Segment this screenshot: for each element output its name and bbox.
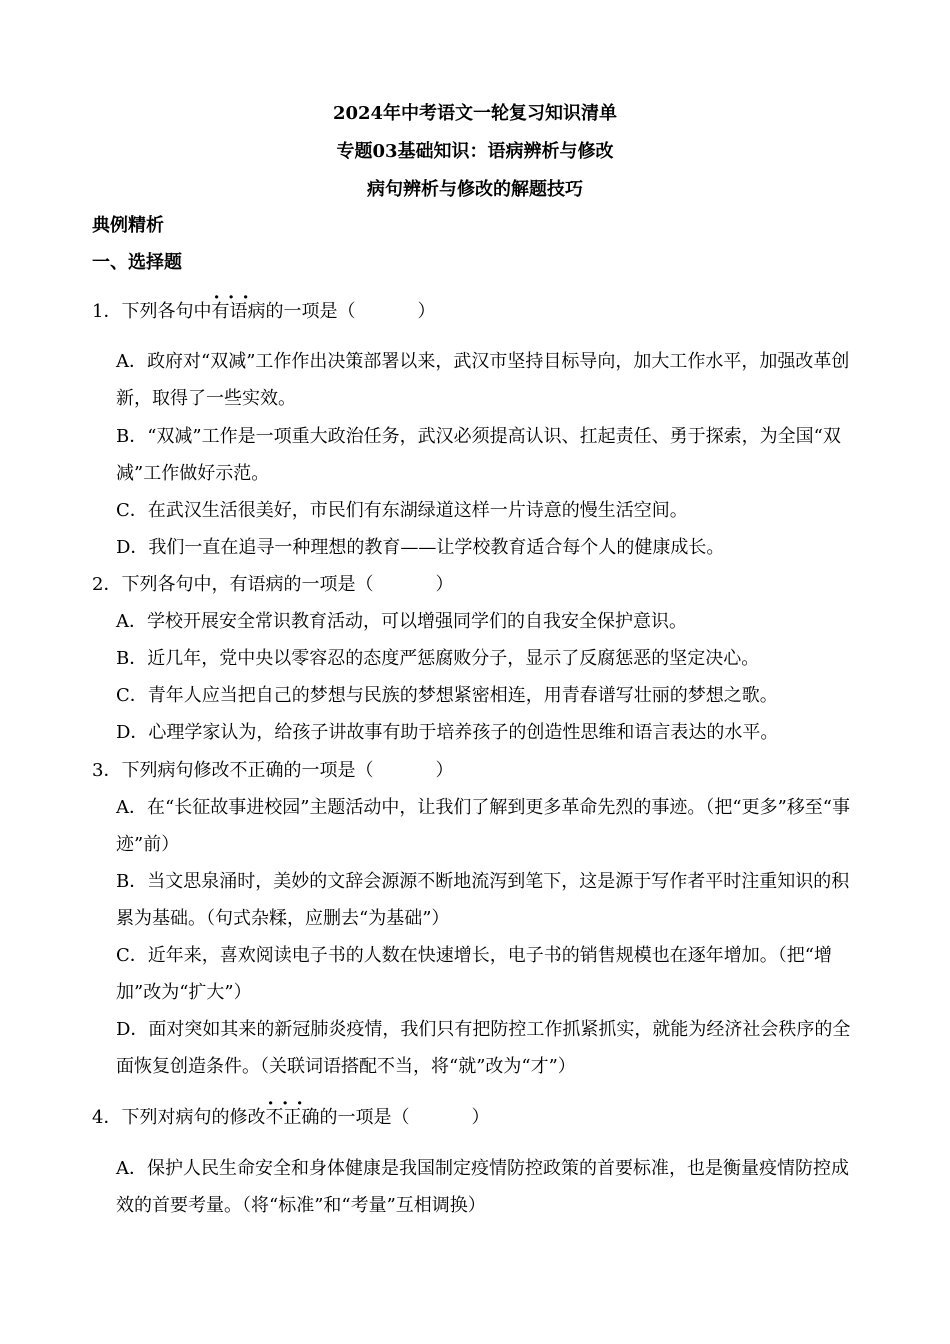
question-1-option-d: D．我们一直在追寻一种理想的教育——让学校教育适合每个人的健康成长。 bbox=[116, 537, 725, 558]
emphasis-text: · · · 有语病 bbox=[211, 300, 265, 324]
question-2-option-c: C．青年人应当把自己的梦想与民族的梦想紧密相连，用青春谱写壮丽的梦想之歌。 bbox=[116, 685, 778, 706]
question-2-option-a: A．学校开展安全常识教育活动，可以增强同学们的自我安全保护意识。 bbox=[116, 611, 687, 632]
stem-text: ） bbox=[435, 760, 454, 781]
question-2-option-b: B．近几年，党中央以零容忍的态度严惩腐败分子，显示了反腐惩恶的坚定决心。 bbox=[116, 648, 760, 669]
question-1-option-c: C．在武汉生活很美好，市民们有东湖绿道这样一片诗意的慢生活空间。 bbox=[116, 500, 688, 521]
question-3-option-b: B．当文思泉涌时，美妙的文辞会源源不断地流泻到笔下，这是源于写作者平时注重知识的积累为基础。（句式杂糅，应删去“为基础”） bbox=[116, 871, 850, 929]
emphasis-text: · · · 不正确 bbox=[265, 1106, 319, 1130]
choice-heading: 一、选择题 bbox=[92, 252, 182, 273]
question-number: 2． bbox=[92, 574, 122, 595]
stem-text: 下列对病句的修改 bbox=[121, 1107, 266, 1128]
question-4-stem bbox=[92, 1106, 489, 1130]
stem-text: 下列病句修改不正确的一项是（ bbox=[121, 760, 374, 781]
document-title: 2024年中考语文一轮复习知识清单 bbox=[332, 103, 618, 124]
question-2-stem bbox=[92, 573, 453, 597]
question-1-stem bbox=[92, 300, 435, 324]
stem-text: ） bbox=[435, 574, 454, 595]
example-heading: 典例精析 bbox=[92, 215, 164, 236]
question-3-stem bbox=[92, 759, 453, 783]
stem-text: 下列各句中，有语病的一项是（ bbox=[121, 574, 374, 595]
stem-text: 的一项是（ bbox=[319, 1107, 410, 1128]
stem-text: 下列各句中 bbox=[121, 301, 212, 322]
question-3-option-d: D．面对突如其来的新冠肺炎疫情，我们只有把防控工作抓紧抓实，就能为经济社会秩序的全面恢复创造条件。（关联词语搭配不当，将“就”改为“才”） bbox=[116, 1019, 851, 1077]
question-4-option-a: A．保护人民生命安全和身体健康是我国制定疫情防控政策的首要标准，也是衡量疫情防控成效的首要考量。（将“标准”和“考量”互相调换） bbox=[116, 1158, 849, 1216]
stem-text: ） bbox=[471, 1107, 490, 1128]
stem-text: 的一项是（ bbox=[265, 301, 356, 322]
question-2-option-d: D．心理学家认为，给孩子讲故事有助于培养孩子的创造性思维和语言表达的水平。 bbox=[116, 722, 779, 743]
question-number: 4． bbox=[92, 1107, 122, 1128]
question-1-option-a: A．政府对“双减”工作作出决策部署以来，武汉市坚持目标导向，加大工作水平，加强改革创新，取得了一些实效。 bbox=[116, 351, 850, 409]
stem-text: ） bbox=[417, 301, 436, 322]
topic-title: 专题03基础知识：语病辨析与修改 bbox=[336, 141, 614, 162]
question-3-option-c: C．近年来，喜欢阅读电子书的人数在快速增长，电子书的销售规模也在逐年增加。（把“增加”改为“扩大”） bbox=[116, 945, 832, 1003]
section-title: 病句辨析与修改的解题技巧 bbox=[367, 179, 583, 200]
question-3-option-a: A．在“长征故事进校园”主题活动中，让我们了解到更多革命先烈的事迹。（把“更多”移至“事迹”前） bbox=[116, 797, 851, 855]
question-number: 3． bbox=[92, 760, 122, 781]
question-number: 1． bbox=[92, 301, 122, 322]
question-1-option-b: B．“双减”工作是一项重大政治任务，武汉必须提高认识、扛起责任、勇于探索，为全国“双减”工作做好示范。 bbox=[116, 426, 841, 484]
